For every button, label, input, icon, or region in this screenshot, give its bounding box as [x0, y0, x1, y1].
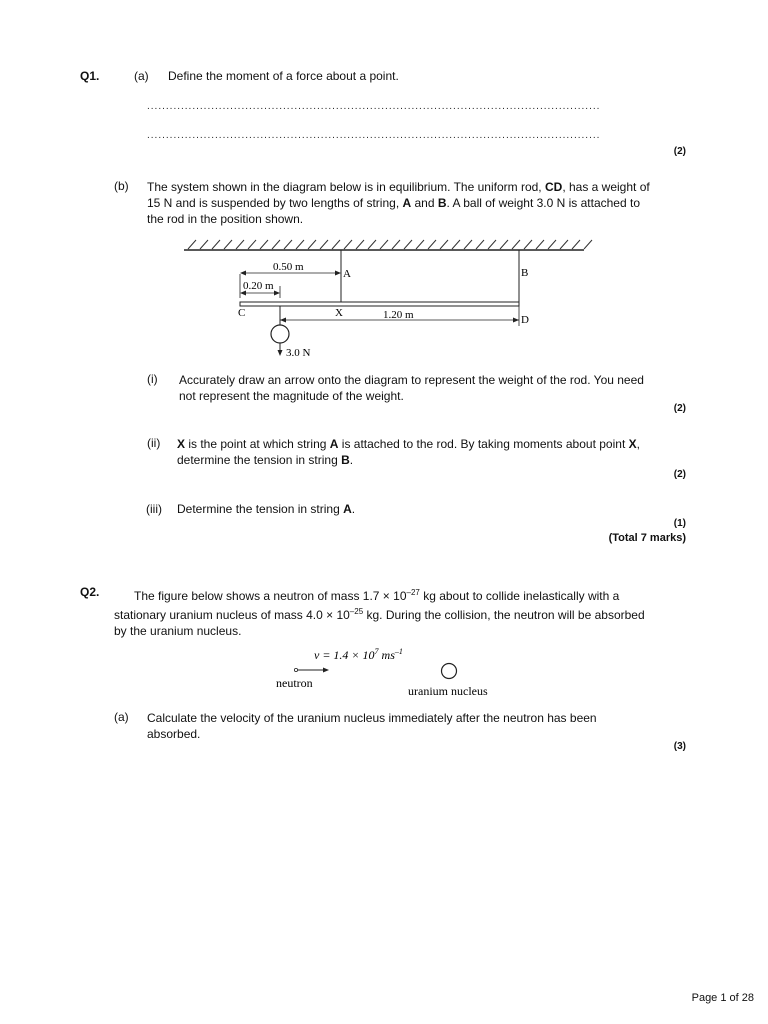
ceiling-hatch-line: [560, 240, 568, 249]
label-b-group: [521, 267, 528, 279]
q1biii-marks: (1): [673, 518, 686, 529]
label-020: 0.20 m: [243, 280, 274, 292]
q1bi-marks: (2): [673, 403, 686, 414]
ceiling-hatch-line: [380, 240, 388, 249]
ceiling: [184, 240, 592, 250]
q1a-answer-line-1[interactable]: ........................................................................................................................: [147, 101, 601, 112]
label-b: B: [521, 267, 529, 279]
collision-figure: [270, 642, 510, 700]
ceiling-hatch-line: [200, 240, 208, 249]
label-d: D: [521, 314, 529, 326]
q1a-question: Define the moment of a force about a point.: [168, 69, 399, 83]
ceiling-hatch-line: [224, 240, 232, 249]
ceiling-hatch-line: [428, 240, 436, 249]
ceiling-hatch-line: [524, 240, 532, 249]
ceiling-hatch-line: [488, 240, 496, 249]
ceiling-hatch-line: [464, 240, 472, 249]
q2-number: Q2.: [80, 585, 100, 599]
label-c: C: [238, 307, 246, 319]
ceiling-hatch-line: [404, 240, 412, 249]
ceiling-hatch-line: [548, 240, 556, 249]
q1-number: Q1.: [80, 69, 100, 83]
label-120: 1.20 m: [383, 309, 414, 321]
ceiling-hatch-line: [332, 240, 340, 249]
q1biii-question: Determine the tension in string A.: [177, 502, 356, 516]
q1bii-label: (ii): [147, 436, 161, 450]
ceiling-hatch-line: [416, 240, 424, 249]
q1biii-label: (iii): [146, 502, 162, 516]
neutron-label: neutron: [276, 676, 313, 690]
q2a-marks: (3): [673, 741, 686, 752]
q1bii-marks: (2): [673, 469, 686, 480]
label-weight: 3.0 N: [286, 347, 311, 359]
ceiling-hatch-line: [452, 240, 460, 249]
ceiling-hatch-line: [512, 240, 520, 249]
uranium-label: uranium nucleus: [408, 684, 488, 698]
ceiling-hatch-line: [368, 240, 376, 249]
label-a: A: [343, 268, 351, 280]
label-x: X: [335, 307, 343, 319]
ceiling-hatch-line: [272, 240, 280, 249]
ceiling-hatch-line: [356, 240, 364, 249]
velocity-label: $v = 1.4 \times 10^7$ $ms^{-1}$: [314, 647, 403, 662]
ceiling-hatch-line: [236, 240, 244, 249]
dimension-020: [240, 280, 280, 298]
ceiling-hatch-line: [284, 240, 292, 249]
ceiling-hatch-line: [500, 240, 508, 249]
ball: [271, 306, 311, 359]
q1b-intro: The system shown in the diagram below is in equilibrium. The uniform rod, CD, has a weight of 15 N and is suspended by two lengths of string, A and B. A ball of weight 3.0 N is attached to the rod in the position shown.: [147, 180, 650, 226]
ceiling-hatch-line: [392, 240, 400, 249]
q1a-marks: (2): [673, 146, 686, 157]
ceiling-hatch-line: [440, 240, 448, 249]
dimension-120: [280, 306, 519, 326]
neutron-particle: [294, 668, 329, 673]
page-number: Page 1 of 28: [691, 992, 754, 1004]
q1bi-label: (i): [147, 372, 158, 386]
q1a-answer-line-2[interactable]: ........................................................................................................................: [147, 130, 601, 141]
ceiling-hatch-line: [320, 240, 328, 249]
ceiling-hatch-line: [212, 240, 220, 249]
ceiling-hatch-line: [260, 240, 268, 249]
ceiling-hatch-line: [476, 240, 484, 249]
q2a-question: Calculate the velocity of the uranium nucleus immediately after the neutron has been absorbed.: [147, 711, 597, 741]
q1bi-question: Accurately draw an arrow onto the diagram to represent the weight of the rod. You need not represent the magnitude of the weight.: [179, 373, 644, 403]
ceiling-hatch-line: [344, 240, 352, 249]
ceiling-hatch-line: [296, 240, 304, 249]
q1b-label: (b): [114, 179, 129, 193]
q2-intro: The figure below shows a neutron of mass $1.7 \times 10^{-27}$ kg about to collide inelastically with a stationary uranium nucleus of mass $4.0 \times 10^{-25}$ kg. During the collision, the neutron will be absorbed by the uranium nucleus.: [114, 588, 645, 638]
ceiling-hatch-line: [572, 240, 580, 249]
ceiling-hatch-line: [536, 240, 544, 249]
rod-diagram[interactable]: [180, 232, 600, 364]
q1bii-question: X is the point at which string A is attached to the rod. By taking moments about point X, determine the tension in string B.: [177, 437, 640, 467]
q2a-label: (a): [114, 710, 129, 724]
label-050: 0.50 m: [273, 261, 304, 273]
ceiling-hatch-line: [308, 240, 316, 249]
rod-cd: [240, 302, 519, 306]
ceiling-hatch-line: [584, 240, 592, 249]
q1a-label: (a): [134, 69, 149, 83]
ceiling-hatch-line: [188, 240, 196, 249]
ceiling-hatch-line: [248, 240, 256, 249]
uranium-nucleus: [442, 664, 457, 679]
q1-total-marks: (Total 7 marks): [608, 532, 686, 544]
